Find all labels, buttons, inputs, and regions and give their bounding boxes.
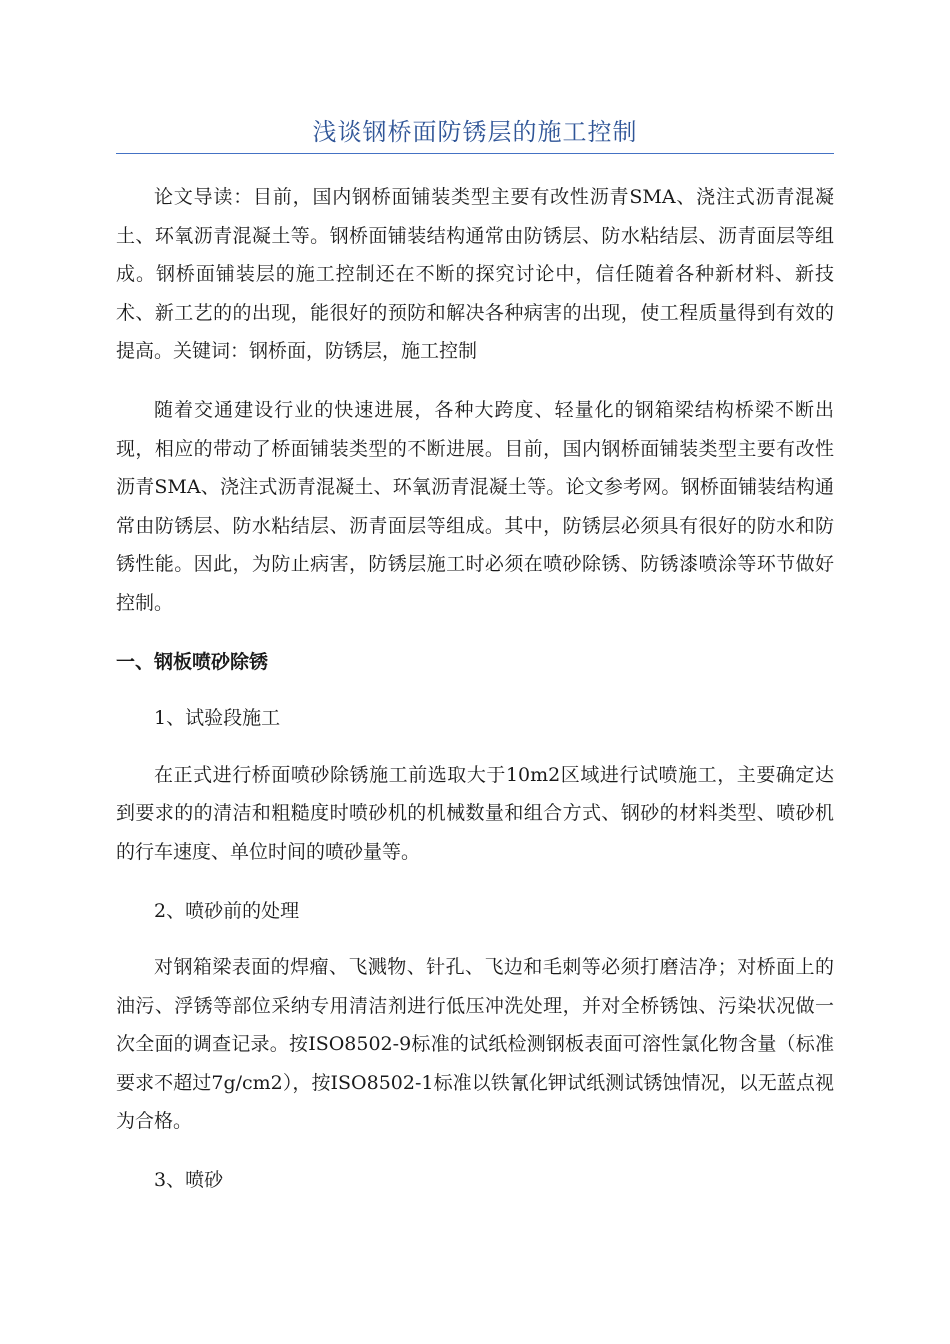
subsection-heading: 1、试验段施工	[154, 707, 281, 730]
document-title: 浅谈钢桥面防锈层的施工控制	[312, 118, 638, 146]
abstract-paragraph: 论文导读：目前，国内钢桥面铺装类型主要有改性沥青SMA、浇注式沥青混凝土、环氧沥青混凝土等。钢桥面铺装结构通常由防锈层、防水粘结层、沥青面层等组成。钢桥面铺装层的施工控制还在不断的探究讨论中，信任随着各种新材料、新技术、新工艺的的出现，能很好的预防和解决各种病害的出现，使工程质量得到有效的提高。关键词：钢桥面，防锈层，施工控制	[116, 186, 834, 363]
title-underline	[116, 153, 834, 154]
intro-paragraph: 随着交通建设行业的快速进展，各种大跨度、轻量化的钢箱梁结构桥梁不断出现，相应的带动了桥面铺装类型的不断进展。目前，国内钢桥面铺装类型主要有改性沥青SMA、浇注式沥青混凝土、环氧沥青混凝土等。论文参考网。钢桥面铺装结构通常由防锈层、防水粘结层、沥青面层等组成。其中，防锈层必须具有很好的防水和防锈性能。因此，为防止病害，防锈层施工时必须在喷砂除锈、防锈漆喷涂等环节做好控制。	[116, 398, 834, 614]
subsection-heading: 3、喷砂	[154, 1169, 224, 1192]
body-paragraph: 对钢箱梁表面的焊瘤、飞溅物、针孔、飞边和毛刺等必须打磨洁净；对桥面上的油污、浮锈等部位采纳专用清洁剂进行低压冲洗处理，并对全桥锈蚀、污染状况做一次全面的调查记录。按ISO8502-9标准的试纸检测钢板表面可溶性氯化物含量（标准要求不超过7g/cm2），按ISO8502-1标准以铁氰化钾试纸测试锈蚀情况，以无蓝点视为合格。	[116, 956, 834, 1133]
section-heading: 一、钢板喷砂除锈	[116, 650, 269, 673]
subsection-heading: 2、喷砂前的处理	[154, 899, 300, 922]
body-paragraph: 在正式进行桥面喷砂除锈施工前选取大于10m2区域进行试喷施工，主要确定达到要求的的清洁和粗糙度时喷砂机的机械数量和组合方式、钢砂的材料类型、喷砂机的行车速度、单位时间的喷砂量等。	[116, 763, 834, 863]
document-body	[116, 178, 834, 1218]
